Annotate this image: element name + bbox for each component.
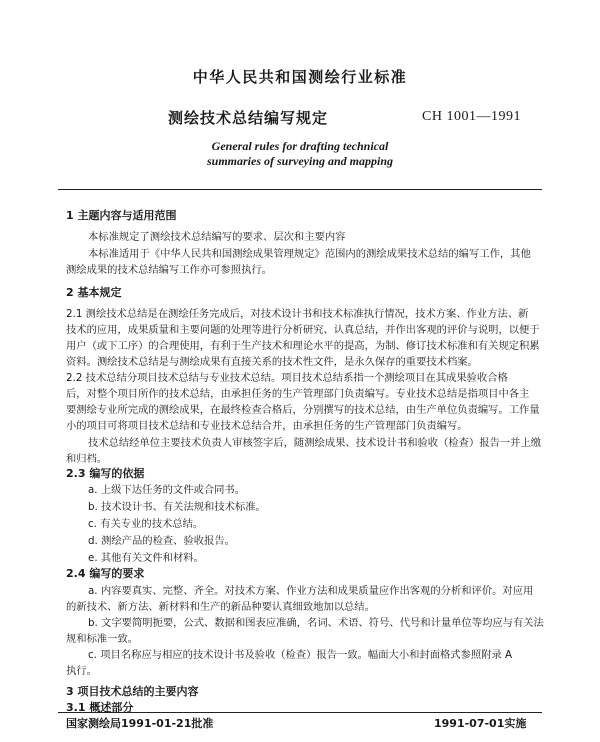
- clause-2-2-para-b-line2: 和归档。: [66, 453, 108, 465]
- standard-code: CH 1001—1991: [422, 109, 521, 124]
- clause-2-4-c-line1: c. 项目名称应与相应的技术设计书及验收（检查）报告一致。幅面大小和封面格式参照附录 A: [88, 649, 513, 661]
- clause-2-4-heading: 2.4 编写的要求: [66, 567, 145, 580]
- footer-divider: [58, 712, 542, 713]
- clause-2-3-item-a: a. 上级下达任务的文件或合同书。: [88, 484, 246, 496]
- clause-2-2-line4: 小的项目可将项目技术总结和专业技术总结合并，由承担任务的生产管理部门负责编写。: [66, 420, 468, 432]
- clause-2-3-heading: 2.3 编写的依据: [66, 467, 145, 480]
- clause-2-3-item-e: e. 其他有关文件和材料。: [88, 552, 204, 564]
- standard-name: 中华人民共和国测绘行业标准: [192, 68, 408, 86]
- clause-2-4-a-line2: 的新技术、新方法、新材料和生产的新品种要认真细致地加以总结。: [66, 601, 375, 613]
- english-title-line1: General rules for drafting technical: [211, 139, 389, 153]
- clause-2-4-b-line1: b. 文字要简明扼要，公式、数据和图表应准确，名词、术语、符号、代号和计量单位等均应与有关法: [88, 617, 544, 629]
- clause-2-1-line4: 资料。测绘技术总结是与测绘成果有直接关系的技术性文件，是永久保存的重要技术档案。: [66, 356, 478, 368]
- section-1-paragraph-2-line1: 本标准适用于《中华人民共和国测绘成果管理规定》范围内的测绘成果技术总结的编写工作，其他: [88, 248, 531, 260]
- header-divider: [58, 189, 542, 190]
- clause-2-1-line1: 2.1 测绘技术总结是在测绘任务完成后，对技术设计书和技术标准执行情况，技术方案、作业方法、新: [66, 308, 529, 320]
- clause-2-2-line3: 要测绘专业所完成的测绘成果，在最终检查合格后，分别撰写的技术总结，由生产单位负责编写。工作量: [66, 404, 540, 416]
- clause-2-3-item-d: d. 测绘产品的检查、验收报告。: [88, 535, 235, 547]
- section-3-heading: 3 项目技术总结的主要内容: [66, 685, 199, 698]
- section-1-heading: 1 主题内容与适用范围: [66, 209, 177, 222]
- section-2-heading: 2 基本规定: [66, 286, 122, 299]
- implementation-date: 1991-07-01实施: [434, 717, 527, 730]
- clause-2-2-para-b-line1: 技术总结经单位主要技术负责人审核签字后，随测绘成果、技术设计书和验收（检查）报告一并上缴: [88, 437, 542, 449]
- clause-3-1-heading: 3.1 概述部分: [66, 701, 134, 714]
- clause-2-1-line3: 用户（或下工序）的合理使用，有利于生产技术和理论水平的提高，为制、修订技术标准和有关规定积累: [66, 340, 540, 352]
- clause-2-2-line1: 2.2 技术总结分项目技术总结与专业技术总结。项目技术总结系指一个测绘项目在其成果验收合格: [66, 372, 508, 384]
- clause-2-3-item-c: c. 有关专业的技术总结。: [88, 518, 204, 530]
- clause-2-2-line2: 后，对整个项目所作的技术总结，由承担任务的生产管理部门负责编写。专业技术总结是指项目中各主: [66, 388, 530, 400]
- clause-2-1-line2: 技术的应用，成果质量和主要问题的处理等进行分析研究、认真总结，并作出客观的评价与说明，以便于: [66, 324, 540, 336]
- clause-2-4-b-line2: 规和标准一致。: [66, 633, 139, 645]
- clause-2-4-c-line2: 执行。: [66, 665, 97, 677]
- clause-2-3-item-b: b. 技术设计书、有关法规和技术标准。: [88, 501, 266, 513]
- section-1-paragraph-1: 本标准规定了测绘技术总结编写的要求、层次和主要内容: [88, 231, 346, 243]
- approval-line: 国家测绘局1991-01-21批准: [66, 717, 214, 730]
- document-title: 测绘技术总结编写规定: [168, 109, 329, 127]
- english-title-line2: summaries of surveying and mapping: [206, 154, 394, 168]
- section-1-paragraph-2-line2: 测绘成果的技术总结编写工作亦可参照执行。: [66, 264, 272, 276]
- clause-2-4-a-line1: a. 内容要真实、完整、齐全。对技术方案、作业方法和成果质量应作出客观的分析和评价。对应用: [88, 585, 534, 597]
